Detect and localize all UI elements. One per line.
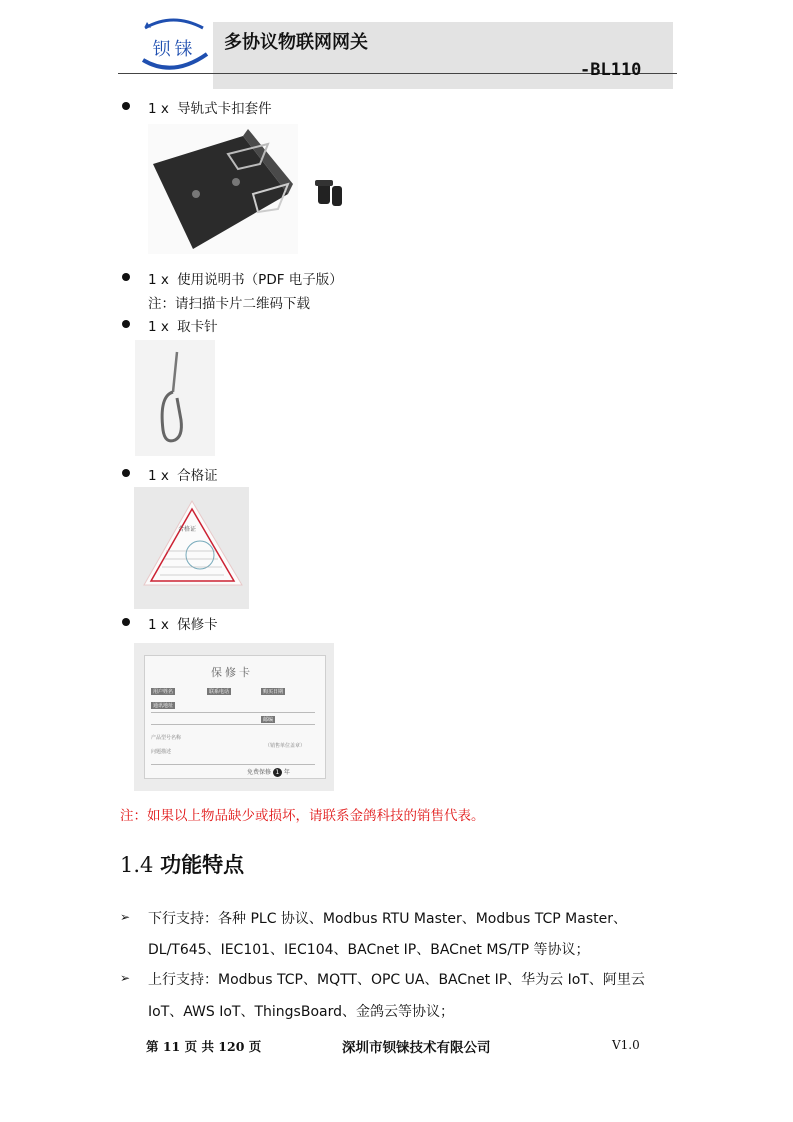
- item-qty: 1 x: [148, 101, 169, 117]
- arrow-bullet-icon: ➢: [120, 910, 131, 924]
- feature-line: 上行支持：Modbus TCP、MQTT、OPC UA、BACnet IP、华为云 IoT、阿里云: [148, 972, 645, 988]
- feature-line: IoT、AWS IoT、ThingsBoard、金鸽云等协议；: [148, 1004, 454, 1020]
- warranty-field: 购买日期: [263, 689, 284, 695]
- warranty-card-title: 保修卡: [211, 666, 253, 679]
- din-rail-kit-image: [148, 124, 353, 254]
- sim-eject-pin-image: [135, 340, 215, 456]
- warranty-field: 通讯地址: [153, 703, 174, 709]
- bullet: [122, 102, 130, 110]
- item-qty: 1 x: [148, 468, 169, 484]
- list-item: [148, 268, 343, 288]
- bullet: [122, 320, 130, 328]
- document-title: 多协议物联网网关: [224, 32, 368, 53]
- certificate-title: 合格证: [178, 526, 197, 533]
- item-qty: 1 x: [148, 617, 169, 633]
- warranty-field: 问题描述: [151, 749, 172, 755]
- bullet: [122, 273, 130, 281]
- warranty-stamp: （销售单位盖章）: [265, 743, 306, 749]
- bullet: [122, 469, 130, 477]
- item-label: 导轨式卡扣套件: [177, 101, 272, 117]
- footer-version: V1.0: [612, 1038, 640, 1052]
- feature-line: DL/T645、IEC101、IEC104、BACnet IP、BACnet MS/TP 等协议；: [148, 942, 590, 958]
- item-label: 保修卡: [177, 617, 218, 633]
- footer-company: 深圳市钡铼技术有限公司: [342, 1040, 491, 1056]
- item-note: 注：请扫描卡片二维码下载: [148, 296, 310, 312]
- list-item: [148, 315, 218, 335]
- list-item: [148, 613, 218, 633]
- item-qty: 1 x: [148, 319, 169, 335]
- logo-text: 钡铼: [152, 39, 197, 60]
- list-item: [148, 97, 272, 117]
- section-number: 1.4: [120, 853, 154, 877]
- section-heading: [120, 849, 244, 879]
- document-model: -BL110: [580, 60, 642, 80]
- list-item: [148, 464, 218, 484]
- item-label: 取卡针: [177, 319, 218, 335]
- item-label: 合格证: [177, 468, 218, 484]
- missing-items-note: 注：如果以上物品缺少或损坏，请联系金鸽科技的销售代表。: [120, 808, 485, 824]
- page-number: 第 11 页 共 120 页: [146, 1039, 262, 1054]
- item-qty: 1 x: [148, 272, 169, 288]
- feature-line: 下行支持：各种 PLC 协议、Modbus RTU Master、Modbus TCP Master、: [148, 911, 627, 927]
- arrow-bullet-icon: ➢: [120, 971, 131, 985]
- warranty-card-image: [134, 643, 334, 791]
- section-title: 功能特点: [160, 853, 245, 877]
- certificate-image: [134, 487, 249, 609]
- item-label: 使用说明书（PDF 电子版）: [177, 272, 343, 288]
- warranty-field: 联系电话: [209, 689, 230, 695]
- bullet: [122, 618, 130, 626]
- warranty-period: 免费保修 1 年: [247, 769, 290, 776]
- warranty-field: 邮编: [263, 717, 274, 723]
- warranty-field: 用户姓名: [153, 689, 174, 695]
- warranty-field: 产品型号名称: [151, 735, 182, 741]
